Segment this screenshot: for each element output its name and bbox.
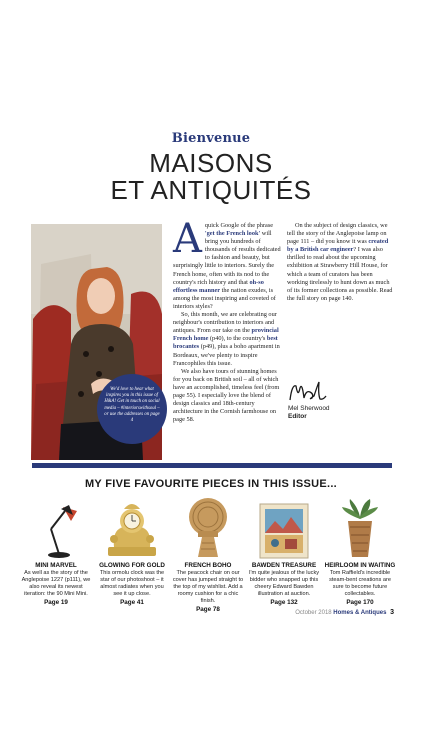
favourite-item — [20, 497, 92, 606]
favourite-page: Page 170 — [346, 599, 374, 606]
peacock-chair-icon — [186, 497, 230, 559]
page-footer — [295, 609, 394, 616]
editor-signature-icon — [288, 380, 328, 404]
editor-role: Editor — [288, 413, 307, 420]
social-callout-bubble: We'd love to hear what inspires you in this issue of H&A! Get in touch on social media – #interiorswithsoul – or use the addresses on page 4 — [97, 374, 167, 444]
favourite-name: GLOWING FOR GOLD — [99, 562, 165, 569]
editor-name: Mel Sherwood — [288, 405, 330, 412]
highlight-text: created by a British car engineer — [287, 238, 389, 254]
favourite-page: Page 41 — [120, 599, 144, 606]
favourite-item — [172, 497, 244, 613]
section-kicker: Bienvenue — [171, 131, 251, 146]
page-title — [0, 150, 422, 204]
page-number: 3 — [390, 609, 394, 616]
clock-icon — [104, 499, 160, 559]
illustration-icon — [259, 503, 309, 559]
favourites-heading: MY FIVE FAVOURITE PIECES IN THIS ISSUE... — [84, 478, 338, 490]
favourite-description: The peacock chair on our cover has jumped straight to the top of my wishlist. Add a roomy cushion for a chic finish. — [172, 570, 244, 604]
favourite-page: Page 132 — [270, 599, 298, 606]
highlight-text: provincial French home — [173, 327, 279, 343]
highlight-text: 'get the French look' — [204, 230, 261, 238]
article-column-2 — [287, 222, 393, 303]
drop-cap: A — [173, 216, 202, 262]
favourite-item — [248, 497, 320, 606]
issue-date: October 2018 — [295, 610, 332, 616]
favourite-description: This ormolu clock was the star of our photoshoot – it almost radiates when you see it up close. — [99, 570, 165, 597]
article-paragraph: On the subject of design classics, we tell the story of the Anglepoise lamp on page 111 – did you know it was created by a British car engineer? I was also thrilled to read about the upcoming exhibition at Strawberry Hill House, for which a team of curators has been working tirelessly to hunt down as much of its former collections as possible. Read the full story on page 140. — [287, 222, 393, 302]
planter-icon — [340, 497, 380, 559]
favourite-page: Page 78 — [196, 606, 220, 613]
favourite-description: Tom Raffield's incredible steam-bent creations are sure to become future collectables. — [329, 570, 391, 597]
section-divider — [32, 463, 392, 468]
desk-lamp-icon — [33, 499, 79, 559]
highlight-text: oh-so effortless manner — [173, 278, 264, 294]
title-line-2: ET ANTIQUITÉS — [110, 175, 312, 205]
article-column-1 — [173, 216, 283, 424]
favourite-name: HEIRLOOM IN WAITING — [324, 562, 396, 569]
article-paragraph: Aquick Google of the phrase 'get the French look' will bring you hundreds of thousands of results dedicated to fashion and beauty, but surprisingly little to interiors. Surely the French home, often with its nod to the country's rich history and that oh-so effortless manner the nation exudes, is among the most inspiring and coveted of interiors styles? — [173, 216, 281, 310]
title-line-1: MAISONS — [149, 148, 273, 178]
favourite-item — [324, 497, 396, 606]
favourite-description: I'm quite jealous of the lucky bidder who snapped up this cheery Edward Bawden illustration at auction. — [248, 570, 320, 597]
favourite-description: As well as the story of the Anglepoise 1227 (p111), we also reveal its newest iteration: the 90 Mini Mini. — [21, 570, 91, 597]
favourite-name: BAWDEN TREASURE — [251, 562, 317, 569]
favourite-name: FRENCH BOHO — [184, 562, 232, 569]
magazine-name: Homes & Antiques — [333, 610, 387, 616]
article-paragraph: So, this month, we are celebrating our neighbour's contribution to interiors and antiques. From our take on the provincial French home (p40), to the country's best brocantes (p49), plus a boho apartment in Bordeaux, we've plenty to inspire Francophiles this issue. — [173, 311, 280, 367]
favourite-name: MINI MARVEL — [35, 562, 77, 569]
favourite-page: Page 19 — [44, 599, 68, 606]
favourite-item — [96, 497, 168, 606]
highlight-text: best brocantes — [173, 335, 278, 351]
article-paragraph: We also have tours of stunning homes for you back on British soil – all of which have an accomplished, timeless feel (from page 55). I especially love the blend of design classics and 18th-century architecture in the Cornish farmhouse on page 58. — [173, 367, 280, 424]
